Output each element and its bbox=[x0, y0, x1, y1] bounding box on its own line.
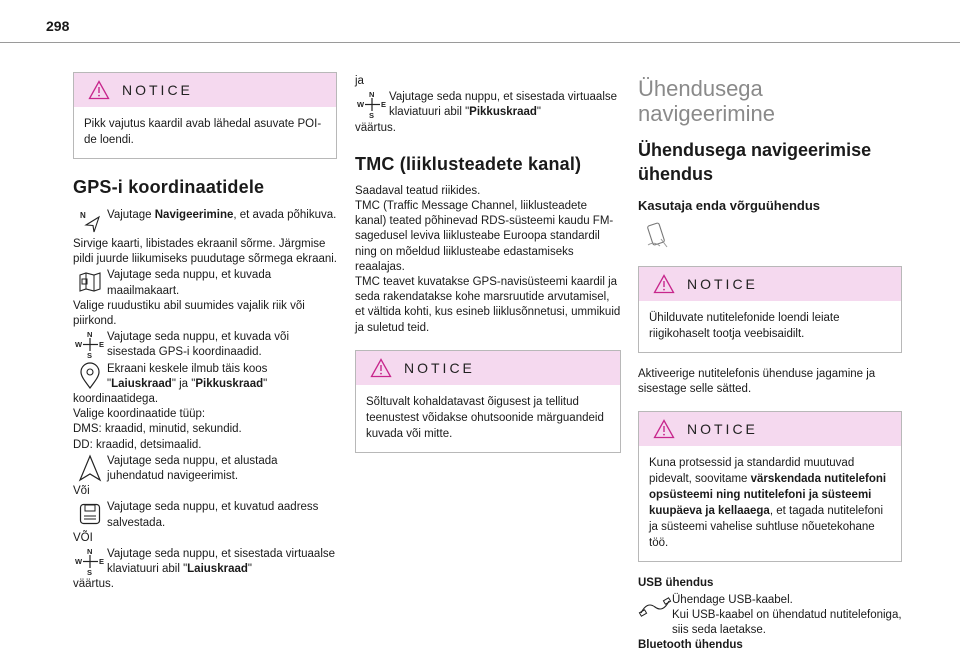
notice-label: NOTICE bbox=[122, 82, 193, 98]
column-2 bbox=[355, 74, 621, 467]
header-rule bbox=[0, 42, 960, 43]
step-text: Ekraani keskele ilmub täis koos "Laiuskraad" ja "Pikkuskraad" bbox=[107, 362, 268, 390]
notice-label: NOTICE bbox=[687, 421, 758, 438]
section-heading-connected: Ühendusega navigeerimise ühendus bbox=[638, 140, 872, 184]
svg-text:W: W bbox=[75, 340, 83, 350]
step-center bbox=[73, 361, 337, 392]
paragraph: väärtus. bbox=[73, 578, 114, 591]
navigation-icon bbox=[73, 207, 107, 237]
step-coordinates bbox=[73, 329, 337, 360]
smartphone-icon bbox=[642, 221, 902, 256]
section-heading-tmc: TMC (liiklusteadete kanal) bbox=[355, 153, 582, 174]
notice-label: NOTICE bbox=[687, 276, 758, 292]
notice-header bbox=[74, 73, 336, 107]
paragraph: Saadaval teatud riikides. bbox=[355, 184, 481, 197]
paragraph: ja bbox=[355, 75, 364, 87]
compass-icon bbox=[73, 329, 107, 359]
column-1 bbox=[73, 72, 337, 593]
svg-text:N: N bbox=[369, 90, 375, 100]
paragraph: VÕI bbox=[73, 531, 93, 544]
step-latitude bbox=[73, 546, 337, 577]
step-save bbox=[73, 499, 337, 530]
section-heading-gps: GPS-i koordinaatidele bbox=[73, 177, 265, 197]
warning-triangle-icon bbox=[653, 419, 675, 439]
paragraph: Aktiveerige nutitelefonis ühenduse jagamine ja sisestage selle sätted. bbox=[638, 368, 876, 396]
compass-icon bbox=[73, 546, 107, 576]
step-text: Vajutage seda nuppu, et sisestada virtuaalse klaviatuuri abil "Laiuskraad" bbox=[107, 548, 336, 576]
step-text: Vajutage seda nuppu, et kuvada maailmakaart. bbox=[107, 269, 272, 297]
notice-box bbox=[355, 350, 621, 453]
svg-text:N: N bbox=[87, 547, 93, 557]
usb-cable-icon bbox=[638, 592, 672, 622]
paragraph: TMC teavet kuvatakse GPS-navisüsteemi kaardil ja seda rakendatakse kohe marsruutide arvutamisel, et vältida kohti, kus esineb liiklusõnnetusi, ummikuid ja suletud teid. bbox=[355, 276, 621, 334]
step-world-map bbox=[73, 267, 337, 298]
paragraph: Valige ruudustiku abil suumides vajalik riik või piirkond. bbox=[73, 299, 305, 328]
step-text: Vajutage seda nuppu, et sisestada virtuaalse klaviatuuri abil "Pikkuskraad" bbox=[389, 91, 618, 119]
step-navigation bbox=[73, 207, 337, 237]
guidance-arrow-icon bbox=[73, 453, 107, 483]
page-number: 298 bbox=[46, 18, 70, 34]
svg-text:W: W bbox=[357, 100, 365, 110]
paragraph: TMC (Traffic Message Channel, liiklusteadete kanal) teated põhinevad RDS-süsteemi kaudu FM-sagedusel leviva liiklusteabe Euroopa standardil ning on mõeldud liiklusteabe edastamiseks reaalajas. bbox=[355, 200, 614, 273]
world-map-icon bbox=[73, 267, 107, 297]
step-text: Ühendage USB-kaabel. Kui USB-kaabel on ühendatud nutitelefoniga, siis seda laetakse. bbox=[672, 593, 902, 637]
notice-header bbox=[356, 351, 620, 385]
step-text: Vajutage seda nuppu, et alustada juhendatud navigeerimist. bbox=[107, 454, 278, 483]
warning-triangle-icon bbox=[653, 274, 675, 294]
svg-text:S: S bbox=[369, 111, 375, 121]
svg-text:N: N bbox=[87, 330, 93, 340]
svg-text:S: S bbox=[87, 351, 93, 361]
notice-box bbox=[73, 72, 337, 159]
location-pin-icon bbox=[73, 361, 107, 391]
notice-text: Pikk vajutus kaardil avab lähedal asuvate POI-de loendi. bbox=[84, 118, 322, 146]
step-longitude bbox=[355, 89, 621, 120]
step-text: Vajutage seda nuppu, et kuvada või sisestada GPS-i koordinaadid. bbox=[107, 331, 290, 359]
step-text: Vajutage Navigeerimine, et avada põhikuva. bbox=[107, 209, 337, 221]
svg-text:E: E bbox=[99, 340, 105, 350]
svg-text:S: S bbox=[87, 568, 93, 578]
paragraph: Valige koordinaatide tüüp: bbox=[73, 408, 206, 421]
step-text: Vajutage seda nuppu, et kuvatud aadress salvestada. bbox=[107, 501, 319, 529]
notice-label: NOTICE bbox=[404, 359, 475, 376]
notice-box bbox=[638, 411, 902, 562]
svg-text:N: N bbox=[80, 211, 86, 220]
notice-text: Kuna protsessid ja standardid muutuvad pidevalt, soovitame värskendada nutitelefoni opsüsteemi ning nutitelefoni ja süsteemi kuupäeva ja kellaaega, et tagada nutitelefoni ja süsteemi vahelise suhtluse nõuetekohane töö. bbox=[649, 457, 887, 550]
paragraph: koordinaatidega. bbox=[73, 393, 159, 406]
step-guidance bbox=[73, 453, 337, 484]
paragraph: Või bbox=[73, 485, 90, 498]
svg-text:W: W bbox=[75, 557, 83, 567]
column-3 bbox=[638, 74, 902, 653]
warning-triangle-icon bbox=[88, 80, 110, 100]
chapter-title: Ühendusega navigeerimine bbox=[638, 76, 775, 126]
usb-heading: USB ühendus bbox=[638, 577, 714, 590]
notice-text: Ühilduvate nutitelefonide loendi leiate riigikohaselt tootja veebisaidilt. bbox=[649, 312, 840, 340]
svg-text:E: E bbox=[99, 557, 105, 567]
compass-icon bbox=[355, 89, 389, 119]
paragraph: väärtus. bbox=[355, 121, 396, 134]
notice-header bbox=[639, 267, 901, 301]
warning-triangle-icon bbox=[370, 358, 392, 378]
save-icon bbox=[73, 499, 107, 529]
subheading-network: Kasutaja enda võrguühendus bbox=[638, 198, 821, 213]
paragraph: Sirvige kaarti, libistades ekraanil sõrme. Järgmise pildi juurde liikumiseks puudutage sõrmega ekraani. bbox=[73, 238, 338, 266]
step-usb bbox=[638, 592, 902, 639]
notice-header bbox=[639, 412, 901, 446]
svg-text:E: E bbox=[381, 100, 387, 110]
notice-text: Sõltuvalt kohaldatavast õigusest ja tellitud teenustest võidakse ohutsoonide märguandeid kuvada või mitte. bbox=[366, 395, 604, 440]
paragraph: DMS: kraadid, minutid, sekundid. bbox=[73, 423, 242, 436]
bluetooth-heading: Bluetooth ühendus bbox=[638, 639, 743, 652]
paragraph: DD: kraadid, detsimaalid. bbox=[73, 438, 202, 451]
notice-box bbox=[638, 266, 902, 353]
